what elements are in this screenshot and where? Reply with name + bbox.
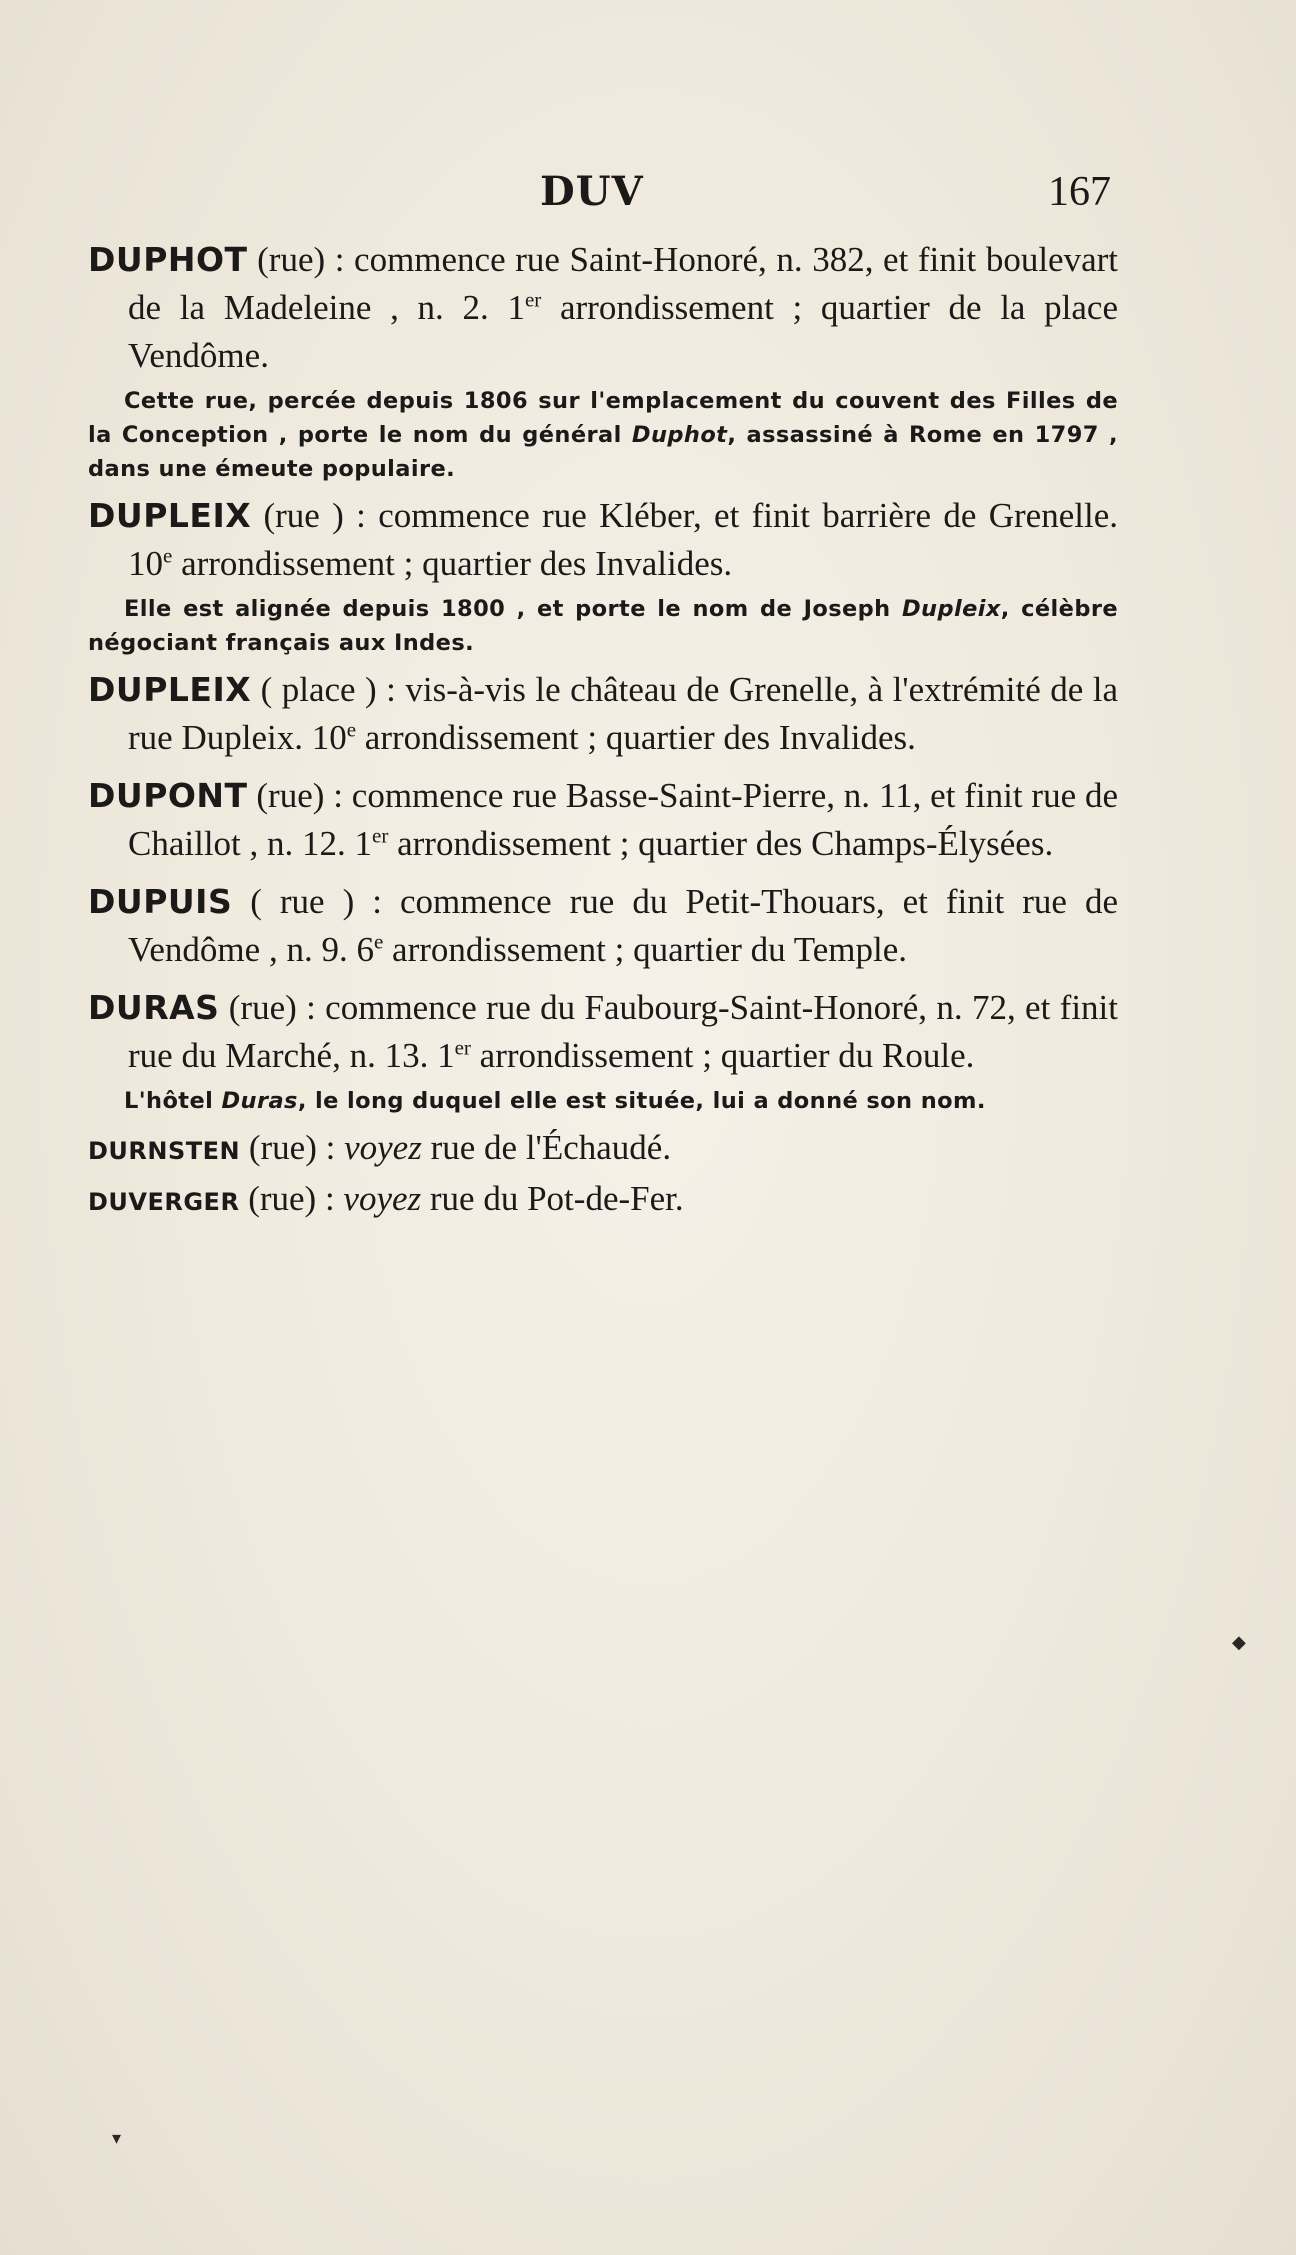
entry-text: arrondissement ; quartier du Roule.	[470, 1036, 975, 1075]
entry-superscript: e	[163, 543, 173, 568]
entry-note-duras	[88, 1084, 1118, 1118]
entry-superscript: er	[454, 1035, 471, 1060]
entry-superscript: e	[346, 717, 357, 742]
note-text: L'hôtel	[124, 1088, 222, 1114]
entry-durnsten	[88, 1124, 1118, 1175]
entry-headword: DUPHOT	[88, 240, 248, 279]
entry-text: ( place ) : vis-à-vis le château de Grenelle, à l'extrémité de la rue Dupleix. 10	[128, 670, 1118, 757]
ink-speck: ▾	[112, 2128, 122, 2149]
note-italic: Dupleix	[901, 596, 1001, 622]
entry-italic: voyez	[343, 1179, 422, 1218]
entry-dupleix-place	[88, 666, 1118, 762]
entry-text: ( rue ) : commence rue du Petit-Thouars, et finit rue de Vendôme , n. 9. 6	[128, 882, 1118, 969]
entry-dupont	[88, 772, 1118, 868]
entry-headword: DUVERGER	[88, 1188, 240, 1216]
note-italic: Duras	[221, 1088, 298, 1114]
page-number: 167	[1048, 169, 1111, 215]
entry-headword: DUPLEIX	[88, 496, 252, 535]
entry-text: (rue ) : commence rue Kléber, et finit barrière de Grenelle. 10	[128, 496, 1118, 583]
entry-duverger	[88, 1175, 1118, 1226]
note-text: , le long duquel elle est située, lui a donné son nom.	[297, 1088, 986, 1114]
entry-superscript: e	[373, 929, 384, 954]
entry-headword: DUPONT	[88, 776, 248, 815]
entry-dupuis	[88, 878, 1118, 974]
entry-headword: DUPUIS	[88, 882, 233, 921]
entry-note-dupleix	[88, 592, 1118, 660]
entry-headword: DUPLEIX	[88, 670, 252, 709]
entry-text: rue du Pot-de-Fer.	[421, 1179, 684, 1218]
entry-text: arrondissement ; quartier du Temple.	[383, 930, 907, 969]
running-head-title: DUV	[540, 168, 644, 215]
entry-text: rue de l'Échaudé.	[421, 1128, 672, 1167]
entry-text: arrondissement ; quartier de la place Vendôme.	[128, 288, 1118, 375]
note-text: , assassiné à Rome en 1797 , dans une émeute populaire.	[88, 422, 1119, 482]
entry-headword: DURAS	[88, 988, 220, 1027]
entry-superscript: er	[524, 287, 542, 312]
entry-text: arrondissement ; quartier des Invalides.	[172, 544, 733, 583]
note-italic: Duphot	[631, 422, 728, 448]
entry-text: arrondissement ; quartier des Invalides.	[356, 718, 916, 757]
entry-headword: DURNSTEN	[88, 1137, 241, 1165]
entry-text: arrondissement ; quartier des Champs-Élysées.	[388, 824, 1054, 863]
ink-speck: ◆	[1232, 1632, 1246, 1653]
entry-italic: voyez	[344, 1128, 422, 1167]
note-text: Cette rue, percée depuis 1806 sur l'emplacement du couvent des Filles de la Conception , porte le nom du général	[88, 388, 1118, 448]
entry-dupleix-rue	[88, 492, 1118, 588]
note-text: , célèbre négociant français aux Indes.	[88, 596, 1118, 656]
entry-text: (rue) :	[239, 1179, 344, 1218]
note-text: Elle est alignée depuis 1800 , et porte le nom de Joseph	[124, 596, 902, 622]
entry-text: (rue) : commence rue du Faubourg-Saint-Honoré, n. 72, et finit rue du Marché, n. 13. 1	[128, 988, 1118, 1075]
entry-superscript: er	[372, 823, 389, 848]
entry-duphot	[88, 236, 1118, 380]
running-head	[0, 168, 1296, 228]
text-block	[88, 236, 1118, 1226]
entry-text: (rue) :	[240, 1128, 345, 1167]
entry-text: (rue) : commence rue Saint-Honoré, n. 382, et finit boulevart de la Madeleine , n. 2. 1	[128, 240, 1118, 327]
entry-note-duphot	[88, 384, 1118, 486]
entry-duras	[88, 984, 1118, 1080]
entry-text: (rue) : commence rue Basse-Saint-Pierre, n. 11, et finit rue de Chaillot , n. 12. 1	[128, 776, 1118, 863]
